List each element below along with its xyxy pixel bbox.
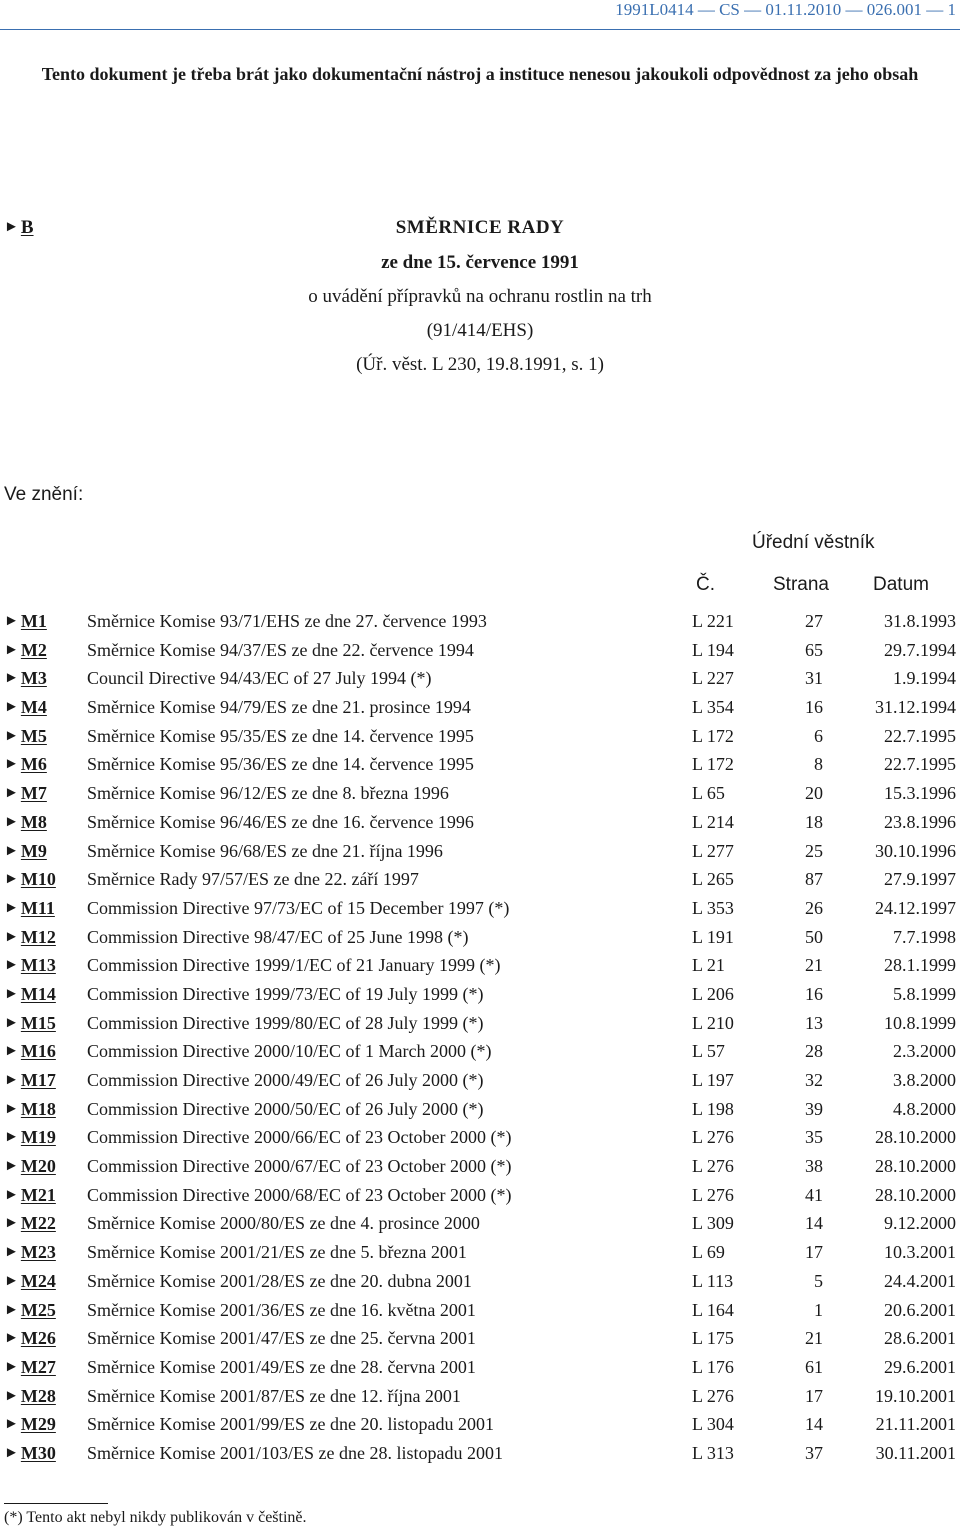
table-row bbox=[0, 637, 960, 666]
right-arrow-icon: ► bbox=[4, 219, 19, 235]
amendment-title: Směrnice Komise 2001/87/ES ze dne 12. října 2001 bbox=[87, 1385, 461, 1406]
footnote-text: (*) Tento akt nebyl nikdy publikován v češtině. bbox=[4, 1509, 307, 1526]
amendment-title: Commission Directive 98/47/EC of 25 June 1998 (*) bbox=[87, 926, 469, 947]
column-header-number: Č. bbox=[696, 574, 715, 595]
table-row bbox=[0, 809, 960, 838]
amendment-marker bbox=[4, 640, 47, 661]
right-arrow-icon: ► bbox=[4, 1100, 19, 1117]
amendment-link[interactable]: M11 bbox=[20, 897, 55, 918]
disclaimer-text: Tento dokument je třeba brát jako dokumentační nástroj a instituce nenesou jakoukoli odpovědnost za jeho obsah bbox=[41, 64, 919, 84]
amendment-title: Commission Directive 1999/73/EC of 19 July 1999 (*) bbox=[87, 983, 484, 1004]
amendment-link[interactable]: M25 bbox=[20, 1299, 56, 1320]
oj-date: 4.8.2000 bbox=[893, 1098, 956, 1119]
right-arrow-icon: ► bbox=[4, 785, 19, 802]
amendment-marker bbox=[4, 1271, 56, 1292]
amendment-title: Směrnice Komise 2001/103/ES ze dne 28. listopadu 2001 bbox=[87, 1442, 503, 1463]
amendment-marker bbox=[4, 1300, 56, 1321]
right-arrow-icon: ► bbox=[4, 756, 19, 773]
table-row bbox=[0, 1153, 960, 1182]
official-journal-header: Úřední věstník bbox=[752, 532, 875, 553]
amendment-marker bbox=[4, 726, 47, 747]
oj-page: 13 bbox=[805, 1012, 823, 1033]
column-header-date: Datum bbox=[873, 574, 929, 595]
oj-number: L 194 bbox=[692, 639, 734, 660]
amendment-title: Council Directive 94/43/EC of 27 July 1994 (*) bbox=[87, 668, 432, 689]
right-arrow-icon: ► bbox=[4, 957, 19, 974]
oj-page: 27 bbox=[805, 611, 823, 631]
table-row bbox=[0, 981, 960, 1010]
amendment-title: Commission Directive 2000/49/EC of 26 July 2000 (*) bbox=[87, 1070, 484, 1090]
oj-page: 16 bbox=[805, 983, 823, 1004]
oj-number: L 276 bbox=[692, 1156, 734, 1177]
oj-date: 30.10.1996 bbox=[875, 840, 956, 861]
oj-date: 30.11.2001 bbox=[875, 1442, 956, 1463]
oj-number: L 69 bbox=[692, 1242, 725, 1263]
oj-page: 26 bbox=[805, 897, 823, 918]
oj-date: 7.7.1998 bbox=[893, 926, 956, 947]
amendment-title: Směrnice Komise 96/12/ES ze dne 8. března 1996 bbox=[87, 783, 449, 804]
oj-number: L 353 bbox=[692, 897, 734, 918]
oj-date: 31.8.1993 bbox=[884, 611, 956, 631]
right-arrow-icon: ► bbox=[4, 842, 19, 859]
amendment-title: Směrnice Komise 2001/28/ES ze dne 20. dubna 2001 bbox=[87, 1270, 472, 1291]
right-arrow-icon: ► bbox=[4, 1072, 19, 1088]
amendment-link[interactable]: M1 bbox=[20, 611, 47, 631]
amendment-link[interactable]: M26 bbox=[20, 1328, 56, 1349]
column-header-page: Strana bbox=[773, 574, 829, 595]
table-row bbox=[0, 751, 960, 780]
oj-number: L 313 bbox=[692, 1442, 734, 1463]
amendment-marker bbox=[4, 1041, 56, 1062]
act-subject: o uvádění přípravků na ochranu rostlin na trh bbox=[308, 286, 652, 307]
amendment-link[interactable]: M22 bbox=[20, 1213, 56, 1234]
oj-number: L 277 bbox=[692, 840, 734, 861]
right-arrow-icon: ► bbox=[4, 899, 19, 916]
table-row bbox=[0, 694, 960, 723]
table-row bbox=[0, 1210, 960, 1239]
oj-number: L 113 bbox=[692, 1270, 734, 1291]
table-row bbox=[0, 1239, 960, 1268]
table-row bbox=[0, 608, 960, 637]
amendment-marker bbox=[4, 754, 47, 775]
oj-page: 20 bbox=[805, 783, 823, 804]
table-row bbox=[0, 1268, 960, 1297]
oj-page: 25 bbox=[805, 840, 823, 861]
table-row bbox=[0, 1182, 960, 1211]
right-arrow-icon: ► bbox=[4, 1158, 19, 1175]
oj-page: 17 bbox=[805, 1385, 823, 1406]
amendment-marker bbox=[4, 1213, 56, 1234]
oj-number: L 276 bbox=[692, 1385, 734, 1406]
amendment-title: Směrnice Komise 2001/47/ES ze dne 25. června 2001 bbox=[87, 1328, 476, 1349]
right-arrow-icon: ► bbox=[4, 1330, 19, 1347]
oj-date: 1.9.1994 bbox=[893, 668, 956, 689]
amendment-title: Směrnice Komise 95/36/ES ze dne 14. července 1995 bbox=[87, 754, 474, 775]
oj-page: 31 bbox=[805, 668, 823, 689]
right-arrow-icon: ► bbox=[4, 1244, 19, 1261]
right-arrow-icon: ► bbox=[4, 871, 19, 888]
table-row bbox=[0, 924, 960, 953]
amendment-title: Směrnice Komise 93/71/EHS ze dne 27. července 1993 bbox=[87, 611, 487, 631]
amendment-marker bbox=[4, 1127, 56, 1148]
amendment-marker bbox=[4, 1242, 56, 1263]
oj-number: L 309 bbox=[692, 1213, 734, 1234]
oj-page: 14 bbox=[805, 1213, 823, 1234]
oj-date: 19.10.2001 bbox=[875, 1385, 956, 1406]
right-arrow-icon: ► bbox=[4, 1186, 19, 1203]
amendment-link[interactable]: M10 bbox=[20, 869, 56, 890]
oj-number: L 206 bbox=[692, 983, 734, 1004]
oj-page: 1 bbox=[814, 1299, 823, 1320]
amendment-marker bbox=[4, 668, 47, 689]
amendment-link[interactable]: M6 bbox=[20, 754, 47, 775]
amendment-marker bbox=[4, 927, 56, 948]
oj-date: 10.8.1999 bbox=[884, 1012, 956, 1033]
right-arrow-icon: ► bbox=[4, 1444, 19, 1461]
oj-number: L 197 bbox=[692, 1070, 734, 1090]
oj-date: 5.8.1999 bbox=[893, 983, 956, 1004]
table-row bbox=[0, 665, 960, 694]
amendment-link[interactable]: M16 bbox=[20, 1041, 56, 1062]
footnote-divider bbox=[4, 1503, 108, 1504]
oj-number: L 191 bbox=[692, 926, 734, 947]
amendment-link[interactable]: M30 bbox=[20, 1442, 56, 1463]
amendment-marker bbox=[4, 898, 55, 919]
amendment-marker bbox=[4, 1443, 56, 1464]
oj-date: 20.6.2001 bbox=[884, 1299, 956, 1320]
oj-number: L 276 bbox=[692, 1184, 734, 1205]
amendment-title: Směrnice Komise 96/46/ES ze dne 16. července 1996 bbox=[87, 811, 474, 832]
oj-date: 21.11.2001 bbox=[875, 1414, 956, 1435]
oj-date: 27.9.1997 bbox=[884, 869, 956, 890]
table-row bbox=[0, 866, 960, 895]
oj-number: L 65 bbox=[692, 783, 725, 804]
oj-page: 16 bbox=[805, 697, 823, 718]
table-row bbox=[0, 1383, 960, 1412]
amendment-link[interactable]: M9 bbox=[20, 840, 47, 861]
oj-date: 24.4.2001 bbox=[884, 1270, 956, 1291]
amendment-marker bbox=[4, 1185, 56, 1206]
amendment-title: Směrnice Komise 96/68/ES ze dne 21. října 1996 bbox=[87, 840, 443, 861]
amendment-link[interactable]: M23 bbox=[20, 1242, 56, 1263]
amendments-table bbox=[0, 608, 960, 1469]
amendment-marker bbox=[4, 1328, 56, 1349]
oj-date: 2.3.2000 bbox=[893, 1041, 956, 1062]
oj-number: L 21 bbox=[692, 955, 725, 976]
amendment-marker bbox=[4, 841, 47, 862]
right-arrow-icon: ► bbox=[4, 670, 19, 687]
oj-page: 8 bbox=[814, 754, 823, 775]
oj-number: L 57 bbox=[692, 1041, 725, 1062]
basic-act-link[interactable]: B bbox=[20, 217, 34, 238]
amendment-marker bbox=[4, 1099, 56, 1120]
amendment-title: Směrnice Komise 2000/80/ES ze dne 4. prosince 2000 bbox=[87, 1213, 480, 1234]
oj-page: 21 bbox=[805, 1328, 823, 1349]
amendment-marker bbox=[4, 984, 56, 1005]
amendment-title: Commission Directive 97/73/EC of 15 December 1997 (*) bbox=[87, 897, 510, 918]
oj-number: L 172 bbox=[692, 725, 734, 746]
amendment-link[interactable]: M27 bbox=[20, 1356, 56, 1377]
oj-number: L 210 bbox=[692, 1012, 734, 1033]
oj-page: 87 bbox=[805, 869, 823, 890]
oj-page: 6 bbox=[814, 725, 823, 746]
oj-number: L 214 bbox=[692, 811, 734, 832]
table-row bbox=[0, 1010, 960, 1039]
table-row bbox=[0, 895, 960, 924]
amendment-title: Směrnice Komise 94/79/ES ze dne 21. prosince 1994 bbox=[87, 697, 471, 718]
oj-number: L 176 bbox=[692, 1356, 734, 1377]
amendment-title: Směrnice Komise 2001/49/ES ze dne 28. června 2001 bbox=[87, 1356, 476, 1377]
right-arrow-icon: ► bbox=[4, 727, 19, 744]
amendment-title: Commission Directive 2000/10/EC of 1 March 2000 (*) bbox=[87, 1041, 492, 1062]
amendment-title: Směrnice Rady 97/57/ES ze dne 22. září 1997 bbox=[87, 869, 419, 890]
amendment-marker bbox=[4, 783, 47, 804]
act-oj-reference: (Úř. věst. L 230, 19.8.1991, s. 1) bbox=[356, 354, 604, 375]
right-arrow-icon: ► bbox=[4, 1215, 19, 1232]
right-arrow-icon: ► bbox=[4, 1416, 19, 1433]
oj-date: 29.7.1994 bbox=[884, 639, 956, 660]
oj-date: 28.10.2000 bbox=[875, 1184, 956, 1205]
right-arrow-icon: ► bbox=[4, 1129, 19, 1146]
amendment-link[interactable]: M19 bbox=[20, 1127, 56, 1148]
amendment-link[interactable]: M28 bbox=[20, 1385, 56, 1406]
amendment-title: Commission Directive 2000/67/EC of 23 October 2000 (*) bbox=[87, 1156, 512, 1177]
amendment-title: Směrnice Komise 95/35/ES ze dne 14. července 1995 bbox=[87, 725, 474, 746]
oj-date: 28.6.2001 bbox=[884, 1328, 956, 1349]
act-date: ze dne 15. července 1991 bbox=[381, 252, 579, 273]
header-divider bbox=[0, 29, 960, 30]
amendment-link[interactable]: M4 bbox=[20, 697, 47, 718]
oj-number: L 172 bbox=[692, 754, 734, 775]
right-arrow-icon: ► bbox=[4, 1014, 19, 1031]
oj-number: L 304 bbox=[692, 1414, 734, 1435]
amendment-link[interactable]: M3 bbox=[20, 668, 47, 689]
amendment-marker bbox=[4, 812, 47, 833]
oj-page: 17 bbox=[805, 1242, 823, 1263]
table-row bbox=[0, 1124, 960, 1153]
oj-date: 22.7.1995 bbox=[884, 725, 956, 746]
amendment-title: Směrnice Komise 2001/21/ES ze dne 5. března 2001 bbox=[87, 1242, 467, 1263]
table-row bbox=[0, 1096, 960, 1125]
oj-number: L 198 bbox=[692, 1098, 734, 1119]
oj-number: L 164 bbox=[692, 1299, 734, 1320]
oj-page: 14 bbox=[805, 1414, 823, 1435]
right-arrow-icon: ► bbox=[4, 1272, 19, 1289]
amendment-marker bbox=[4, 1156, 56, 1177]
oj-date: 10.3.2001 bbox=[884, 1242, 956, 1263]
oj-page: 32 bbox=[805, 1070, 823, 1090]
amendment-marker bbox=[4, 1070, 56, 1091]
amendment-marker bbox=[4, 955, 56, 976]
oj-page: 35 bbox=[805, 1127, 823, 1148]
amendment-link[interactable]: M18 bbox=[20, 1098, 56, 1119]
table-row bbox=[0, 1038, 960, 1067]
table-row bbox=[0, 780, 960, 809]
amended-by-label: Ve znění: bbox=[4, 484, 84, 505]
amendment-marker bbox=[4, 1414, 56, 1435]
right-arrow-icon: ► bbox=[4, 613, 19, 629]
oj-page: 50 bbox=[805, 926, 823, 947]
right-arrow-icon: ► bbox=[4, 1043, 19, 1060]
table-row bbox=[0, 1411, 960, 1440]
oj-number: L 276 bbox=[692, 1127, 734, 1148]
amendment-title: Commission Directive 2000/66/EC of 23 October 2000 (*) bbox=[87, 1127, 512, 1148]
amendment-link[interactable]: M20 bbox=[20, 1156, 56, 1177]
oj-date: 28.1.1999 bbox=[884, 955, 956, 976]
table-row bbox=[0, 1354, 960, 1383]
amendment-marker bbox=[4, 1013, 56, 1034]
right-arrow-icon: ► bbox=[4, 1358, 19, 1375]
amendment-title: Směrnice Komise 2001/36/ES ze dne 16. května 2001 bbox=[87, 1299, 476, 1320]
oj-number: L 227 bbox=[692, 668, 734, 689]
amendment-marker bbox=[4, 697, 47, 718]
amendment-link[interactable]: M14 bbox=[20, 983, 56, 1004]
oj-date: 28.10.2000 bbox=[875, 1156, 956, 1177]
amendment-link[interactable]: M24 bbox=[20, 1270, 56, 1291]
oj-date: 31.12.1994 bbox=[875, 697, 956, 718]
amendment-marker bbox=[4, 1386, 56, 1407]
amendment-marker bbox=[4, 1357, 56, 1378]
act-title: SMĚRNICE RADY bbox=[395, 217, 565, 238]
oj-page: 38 bbox=[805, 1156, 823, 1177]
amendment-link[interactable]: M21 bbox=[20, 1184, 56, 1205]
right-arrow-icon: ► bbox=[4, 985, 19, 1002]
amendment-title: Commission Directive 2000/68/EC of 23 October 2000 (*) bbox=[87, 1184, 512, 1205]
oj-date: 28.10.2000 bbox=[875, 1127, 956, 1148]
right-arrow-icon: ► bbox=[4, 1387, 19, 1404]
oj-page: 65 bbox=[805, 639, 823, 660]
amendment-link[interactable]: M29 bbox=[20, 1414, 56, 1435]
table-row bbox=[0, 1440, 960, 1469]
amendment-link[interactable]: M8 bbox=[20, 811, 47, 832]
oj-date: 9.12.2000 bbox=[884, 1213, 956, 1234]
table-row bbox=[0, 723, 960, 752]
amendment-link[interactable]: M2 bbox=[20, 639, 47, 660]
table-row bbox=[0, 952, 960, 981]
oj-page: 18 bbox=[805, 811, 823, 832]
table-row bbox=[0, 1297, 960, 1326]
oj-number: L 175 bbox=[692, 1328, 734, 1349]
oj-page: 21 bbox=[805, 955, 823, 976]
amendment-link[interactable]: M15 bbox=[20, 1012, 56, 1033]
right-arrow-icon: ► bbox=[4, 641, 19, 658]
oj-date: 24.12.1997 bbox=[875, 897, 956, 918]
right-arrow-icon: ► bbox=[4, 928, 19, 945]
oj-page: 28 bbox=[805, 1041, 823, 1062]
amendment-title: Commission Directive 1999/1/EC of 21 January 1999 (*) bbox=[87, 955, 501, 976]
oj-page: 41 bbox=[805, 1184, 823, 1205]
oj-number: L 221 bbox=[692, 611, 734, 631]
oj-number: L 354 bbox=[692, 697, 734, 718]
right-arrow-icon: ► bbox=[4, 1301, 19, 1318]
oj-page: 61 bbox=[805, 1356, 823, 1377]
amendment-link[interactable]: M12 bbox=[20, 926, 56, 947]
amendment-link[interactable]: M13 bbox=[20, 955, 56, 976]
amendment-marker bbox=[4, 611, 47, 632]
oj-page: 37 bbox=[805, 1442, 823, 1463]
oj-date: 29.6.2001 bbox=[884, 1356, 956, 1377]
amendment-title: Commission Directive 2000/50/EC of 26 July 2000 (*) bbox=[87, 1098, 484, 1119]
amendment-link[interactable]: M5 bbox=[20, 725, 47, 746]
right-arrow-icon: ► bbox=[4, 699, 19, 716]
oj-date: 3.8.2000 bbox=[893, 1070, 956, 1090]
amendment-title: Směrnice Komise 94/37/ES ze dne 22. července 1994 bbox=[87, 639, 474, 660]
amendment-link[interactable]: M17 bbox=[20, 1070, 56, 1090]
amendment-marker bbox=[4, 869, 56, 890]
act-number: (91/414/EHS) bbox=[426, 320, 534, 341]
right-arrow-icon: ► bbox=[4, 813, 19, 830]
oj-date: 15.3.1996 bbox=[884, 783, 956, 804]
oj-number: L 265 bbox=[692, 869, 734, 890]
oj-date: 23.8.1996 bbox=[884, 811, 956, 832]
table-row bbox=[0, 1325, 960, 1354]
oj-date: 22.7.1995 bbox=[884, 754, 956, 775]
oj-page: 39 bbox=[805, 1098, 823, 1119]
table-row bbox=[0, 1067, 960, 1096]
amendment-title: Směrnice Komise 2001/99/ES ze dne 20. listopadu 2001 bbox=[87, 1414, 494, 1435]
oj-page: 5 bbox=[814, 1270, 823, 1291]
amendment-title: Commission Directive 1999/80/EC of 28 July 1999 (*) bbox=[87, 1012, 484, 1033]
table-row bbox=[0, 838, 960, 867]
document-reference: 1991L0414 — CS — 01.11.2010 — 026.001 — 1 bbox=[615, 0, 956, 19]
amendment-link[interactable]: M7 bbox=[20, 783, 47, 804]
